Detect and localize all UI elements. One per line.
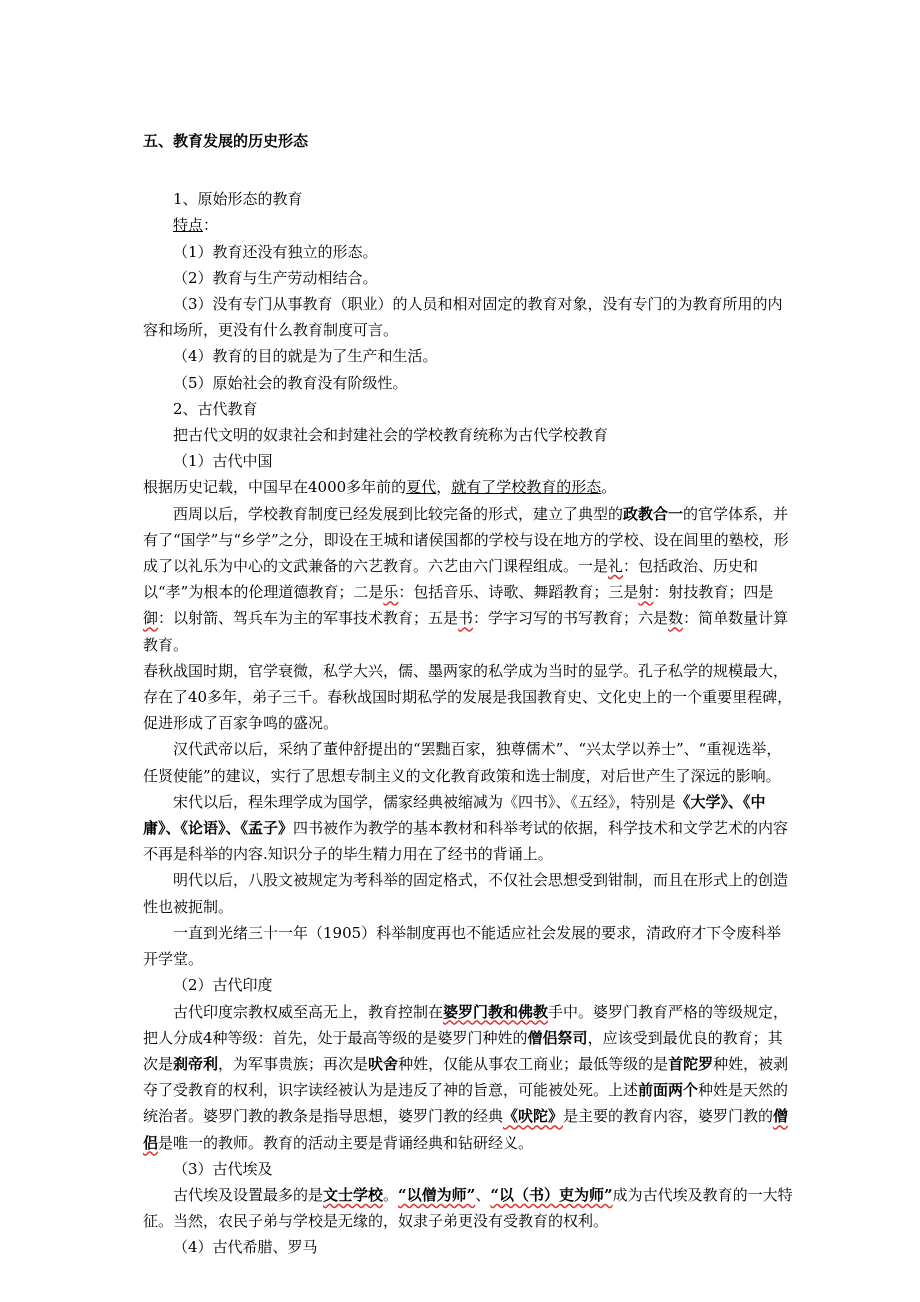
bold-first-two: 前面两个 — [638, 1081, 699, 1100]
bold-monk-teacher: “以僧为师” — [398, 1185, 476, 1204]
text-run: 种姓是天然的统治者。婆罗门教的教条是指导思想，婆罗门教的经典 — [143, 1081, 789, 1126]
bold-kshatriya: 刹帝利 — [173, 1054, 219, 1073]
china-title: （1）古代中国 — [173, 452, 273, 471]
text-run: ：以射箭、驾兵车为主的军事技术教育；五是 — [158, 609, 459, 628]
bold-term: 政教合一 — [623, 504, 684, 523]
text-run: ：射技教育；四是 — [653, 583, 774, 602]
art-she: 射 — [638, 583, 654, 602]
text-run: 。 — [383, 1185, 399, 1204]
bold-shudra: 首陀罗 — [668, 1054, 714, 1073]
feature-item-4: （4）教育的目的就是为了生产和生活。 — [173, 347, 438, 366]
china-paragraph-2 — [143, 501, 793, 658]
text-run: 是主要的教育内容，婆罗门教的 — [563, 1107, 774, 1126]
india-paragraph — [143, 999, 793, 1156]
feature-item-1: （1）教育还没有独立的形态。 — [173, 242, 378, 261]
text-run: 。 — [601, 478, 617, 497]
china-paragraph-3: 春秋战国时期，官学衰微，私学大兴，儒、墨两家的私学成为当时的显学。孔子私学的规模最大，存在了40多年，弟子三千。春秋战国时期私学的发展是我国教育史、文化史上的一个重要里程碑，促进形成了百家争鸣的盛况。 — [143, 661, 793, 733]
china-paragraph-7: 一直到光绪三十一年（1905）科举制度再也不能适应社会发展的要求，清政府才下令废科举开学堂。 — [143, 923, 782, 969]
art-yu: 御 — [143, 609, 159, 628]
text-run: 古代埃及设置最多的是 — [173, 1185, 324, 1204]
text-run: 、 — [475, 1185, 491, 1204]
features-label — [143, 212, 793, 238]
section-heading: 五、教育发展的历史形态 — [143, 132, 309, 150]
egypt-paragraph — [143, 1182, 793, 1234]
feature-item-5: （5）原始社会的教育没有阶级性。 — [173, 373, 408, 392]
art-shu: 书 — [458, 609, 474, 628]
india-title: （2）古代印度 — [173, 976, 273, 995]
text-run: 是唯一的教师。教育的活动主要是背诵经典和钻研经义。 — [158, 1133, 534, 1152]
features-label-colon: ： — [203, 216, 219, 235]
bold-priests: 僧侣祭司 — [527, 1028, 588, 1047]
text-run: ，为军事贵族；再次是 — [218, 1054, 369, 1073]
bold-scribe-school: 文士学校 — [323, 1185, 384, 1204]
china-paragraph-6: 明代以后，八股文被规定为考科举的固定格式，不仅社会思想受到钳制，而且在形式上的创造性也被扼制。 — [143, 871, 789, 916]
text-run: ：包括音乐、诗歌、舞蹈教育；三是 — [398, 583, 639, 602]
subsection-title-ancient: 2、古代教育 — [173, 399, 258, 418]
underlined-school-form: 就有了学校教育的形态 — [451, 478, 602, 497]
text-run: ，应该受到最优良的教育；其次是 — [143, 1028, 783, 1073]
text-run: 四书被作为教学的基本教材和科举考试的依据，科学技术和文学艺术的内容不再是科举的内容.知识分子的毕生精力用在了经书的背诵上。 — [143, 819, 789, 864]
china-paragraph-4: 汉代武帝以后，采纳了董仲舒提出的“罢黜百家，独尊儒术”、“兴太学以养士”、“重视选举，任贤使能”的建议，实行了思想专制主义的文化教育政策和选士制度，对后世产生了深远的影响。 — [143, 740, 782, 785]
bold-monks: 僧侣 — [143, 1107, 789, 1152]
text-run: 古代印度宗教权威至高无上，教育控制在 — [173, 1002, 444, 1021]
features-label-text: 特点 — [173, 216, 204, 235]
china-paragraph-1 — [143, 474, 793, 500]
text-run: ：简单数量计算教育。 — [143, 609, 789, 654]
text-run: 手中。婆罗门教育严格的等级规定，把人分成4种等级：首先，处于最高等级的是婆罗门种姓的 — [143, 1002, 789, 1047]
text-run: ， — [436, 478, 452, 497]
bold-scribe-teacher: “以（书）吏为师” — [490, 1185, 613, 1204]
china-paragraph-5 — [143, 789, 793, 868]
text-run: 种姓，被剥夺了受教育的权利，识字读经被认为是违反了神的旨意，可能被处死。上述 — [143, 1054, 789, 1100]
text-run: 根据历史记载，中国早在4000多年前的 — [143, 478, 407, 497]
feature-item-2: （2）教育与生产劳动相结合。 — [173, 268, 378, 287]
text-run: ：学字习写的书写教育；六是 — [473, 609, 669, 628]
bold-four-books: 《大学》、《中庸》、《论语》、《孟子》 — [143, 792, 766, 838]
bold-religions: 婆罗门教和佛教 — [443, 1002, 549, 1021]
feature-item-3: （3）没有专门从事教育（职业）的人员和相对固定的教育对象，没有专门的为教育所用的内容和场所，更没有什么教育制度可言。 — [143, 295, 783, 340]
text-run: 的官学体系，并有了“国学”与“乡学”之分，即设在王城和诸侯国都的学校与设在地方的学校、设在闾里的塾校，形成了以礼乐为中心的文武兼备的六艺教育。六艺由六门课程组成。一是 — [143, 504, 789, 576]
subsection-title-primitive: 1、原始形态的教育 — [173, 190, 303, 209]
text-run: 宋代以后，程朱理学成为国学，儒家经典被缩减为《四书》、《五经》，特别是 — [173, 792, 676, 811]
bold-vedas: 《吠陀》 — [503, 1107, 564, 1126]
ancient-intro: 把古代文明的奴隶社会和封建社会的学校教育统称为古代学校教育 — [173, 426, 609, 445]
egypt-title: （3）古代埃及 — [173, 1159, 273, 1178]
text-run: 成为古代埃及教育的一大特征。当然，农民子弟与学校是无缘的，奴隶子弟更没有受教育的权利。 — [143, 1185, 793, 1231]
text-run: 种姓，仅能从事农工商业；最低等级的是 — [398, 1054, 669, 1073]
bold-vaishya: 吠舍 — [368, 1054, 399, 1073]
art-li: 礼 — [608, 557, 624, 576]
document-body — [143, 128, 793, 1261]
text-run: ：包括政治、历史和以“孝”为根本的伦理道德教育；二是 — [143, 557, 759, 602]
underlined-xia-dynasty: 夏代 — [406, 478, 437, 497]
art-yue: 乐 — [383, 583, 399, 602]
greece-rome-title: （4）古代希腊、罗马 — [173, 1238, 318, 1257]
art-shu-math: 数 — [668, 609, 684, 628]
text-run: 西周以后，学校教育制度已经发展到比较完备的形式，建立了典型的 — [173, 504, 624, 523]
